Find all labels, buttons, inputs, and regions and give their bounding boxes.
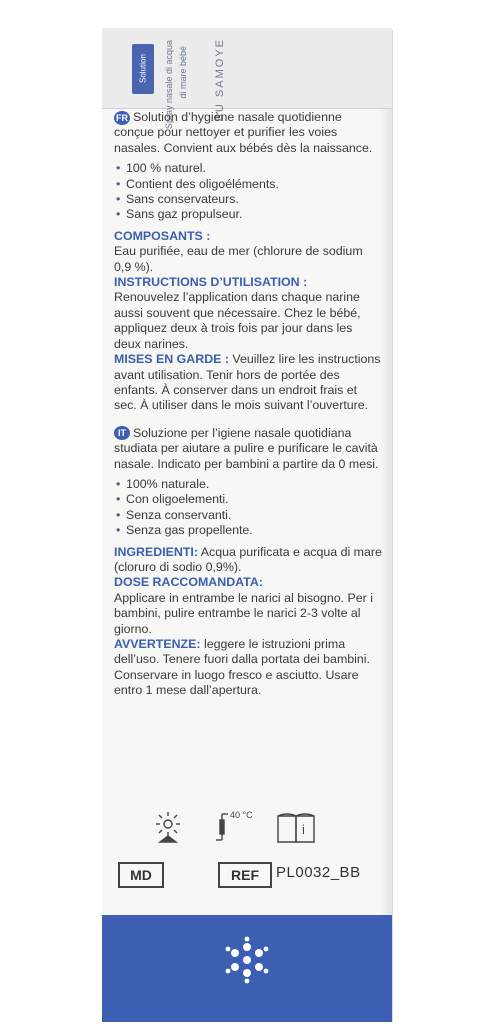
consult-instructions-icon	[278, 814, 314, 842]
fr-comp-head: COMPOSANTS :	[114, 228, 211, 243]
top-line2: di mare bébé	[178, 46, 188, 99]
top-line1: Spray nasale di acqua	[164, 40, 174, 130]
ref-code: PL0032_BB	[276, 864, 361, 881]
temperature-limit-icon	[216, 814, 228, 840]
fr-warn-head: MISES EN GARDE :	[114, 352, 229, 367]
it-warn-text: leggere le istruzioni prima dell’uso. Tenere fuori dalla portata dei bambini. Conservare in luogo fresco e asciutto. Usare entro 1 mese dall’apertura.	[114, 637, 371, 698]
it-dose-head: DOSE RACCOMANDATA:	[114, 575, 263, 590]
fr-intro-para	[114, 110, 382, 156]
list-item: • Senza gas propellente.	[114, 523, 382, 538]
fr-warn-text: Veuillez lire les instructions avant utilisation. Tenir hors de portée des enfants. À conserver dans un endroit frais et sec. À utiliser dans le mois suivant l’ouverture.	[114, 352, 381, 413]
label-text	[114, 110, 382, 699]
top-badge: Solution	[132, 44, 154, 94]
ref-symbol: REF	[218, 862, 272, 888]
fr-instr-text: Renouvelez l’application dans chaque narine aussi souvent que nécessaire. Chez le bébé, appliquez deux à trois fois par jour dans les deux narines.	[114, 290, 361, 351]
symbol-row	[150, 806, 350, 846]
fr-flag: FR	[116, 112, 128, 123]
it-ingr-para	[114, 545, 382, 576]
temp-label: 40 °C	[230, 810, 253, 820]
list-item: • 100% naturale.	[114, 477, 382, 492]
it-dose-text: Applicare in entrambe le narici al bisogno. Per i bambini, pulire entrambe le narici 2-3 volte al giorno.	[114, 590, 373, 636]
it-ingr-text: Acqua purificata e acqua di mare (cloruro di sodio 0,9%).	[114, 544, 382, 574]
it-intro: Soluzione per l’igiene nasale quotidiana studiata per aiutare a pulire e purificare le cavità nasale. Indicato per bambini a partire da 0 mesi.	[114, 425, 379, 471]
fr-intro: Solution d’hygiène nasale quotidienne conçue pour nettoyer et purifier les voies nasales. Convient aux bébés dès la naissance.	[114, 110, 373, 155]
info-glyph: i	[302, 822, 305, 837]
snowflake-logo-icon	[222, 935, 272, 985]
list-item: • Sans gaz propulseur.	[114, 207, 382, 222]
it-warn-head: AVVERTENZE:	[114, 637, 201, 651]
list-item: • Contient des oligoéléments.	[114, 177, 382, 192]
list-item: • 100 % naturel.	[114, 161, 382, 176]
top-brand: BU SAMOYE	[214, 38, 226, 122]
sunlight-protect-icon	[156, 812, 180, 842]
list-item: • Sans conservateurs.	[114, 192, 382, 207]
fr-bullets	[114, 161, 382, 223]
it-bullets	[114, 477, 382, 539]
fr-comp-text: Eau purifiée, eau de mer (chlorure de sodium 0,9 %).	[114, 244, 363, 274]
fr-warn-para	[114, 352, 382, 414]
it-flag: IT	[114, 426, 130, 440]
list-item: • Con oligoelementi.	[114, 492, 382, 507]
fr-instr-head: INSTRUCTIONS D’UTILISATION :	[114, 275, 308, 290]
md-symbol: MD	[118, 862, 164, 888]
it-warn-para	[114, 637, 382, 699]
it-ingr-head: INGREDIENTI:	[114, 544, 198, 559]
list-item: • Senza conservanti.	[114, 508, 382, 523]
it-intro-para	[114, 426, 382, 472]
